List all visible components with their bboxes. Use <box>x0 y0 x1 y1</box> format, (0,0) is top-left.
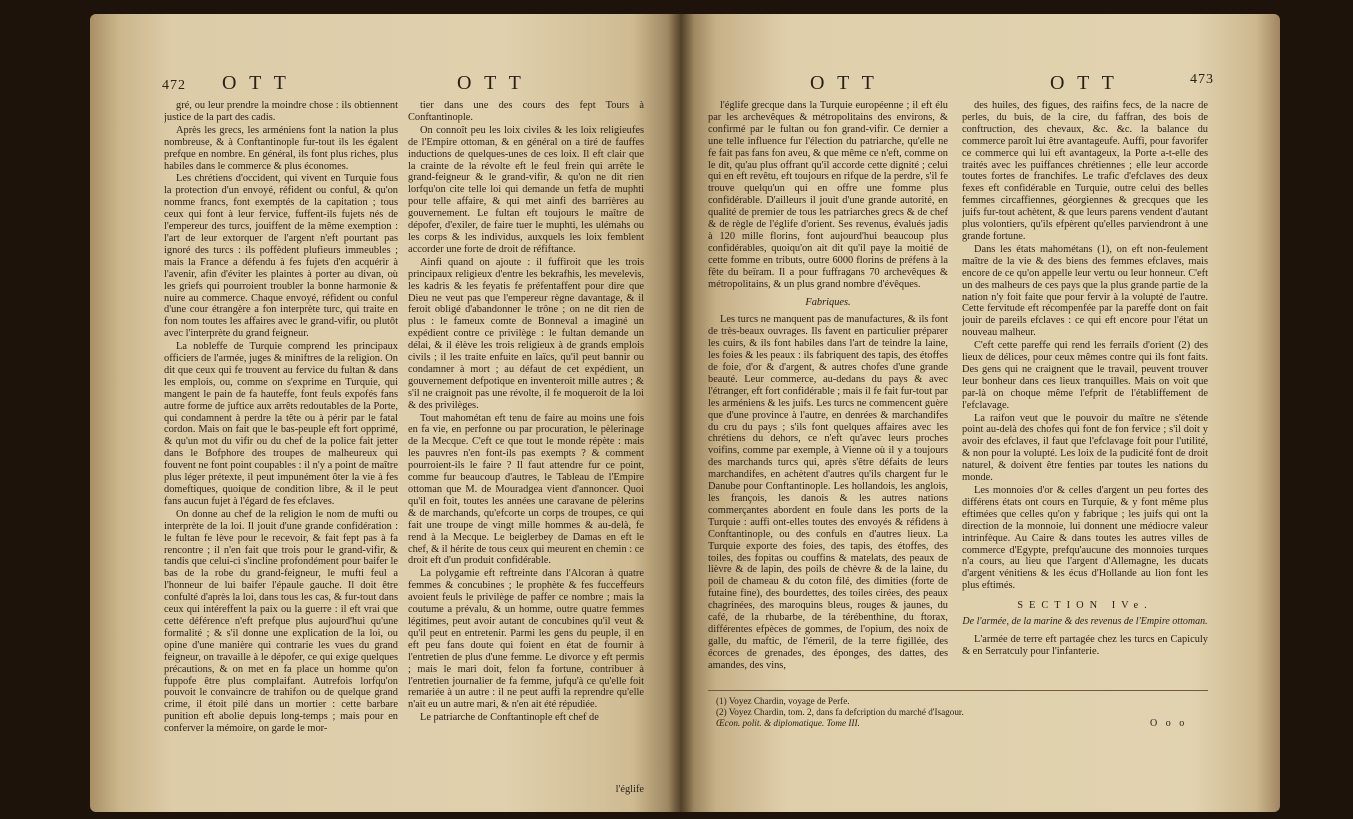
right-col2b-paragraph: L'armée de terre eft partagée chez les turcs en Capiculy & en Serratculy pour l'infanterie. <box>962 633 1208 657</box>
left-col1-paragraph: Après les grecs, les arméniens font la nation la plus nombreuse, & à Conftantinople fur-tout ils les égalent prefque en nombre. En général, ils font plus riches, plus habiles dans le commerce & plus économes. <box>164 124 398 172</box>
left-page <box>90 14 680 812</box>
left-col2-paragraph: Le patriarche de Conftantinople eft chef de <box>420 712 599 724</box>
right-running-title-2: O T T <box>1050 72 1118 94</box>
right-col2-paragraph: C'eft cette pareffe qui rend les ferrails d'orient (2) des lieux de délices, pour ceux mêmes contre qui ils font faits. Des gens qui ne craignent que le travail, peuvent trouver leur bonheur dans ces lieux tranquilles. Mais on voit que par-là on choque même l'efprit de l'établiffement de l'efclavage. <box>962 340 1208 411</box>
left-col2-paragraph: Ainfi quand on ajoute : il fuffiroit que les trois principaux religieux d'entre les bekrafhis, les mevelevis, les kadris & les feyatis fe préfentaffent pour dire que Dieu ne veut pas que l'empereur règne davantage, & il feroit obligé d'abandonner le trône ; on ne dit rien de plus : le fameux comte de Bonneval a imaginé un expédient contre ce privilège : le fultan demande un délai, & il élève les trois religieux à de grands emplois civils ; il les traite enfuite en laïcs, qu'il peut bannir ou condamner à mort ; au défaut de cet expédient, un gouvernement defpotique en inventeroit mille autres ; & s'il ne craignoit pas une révolte, il fe moqueroit de la loi & des privilèges. <box>408 256 644 411</box>
right-page <box>680 14 1280 812</box>
left-col1-paragraph: Les chrétiens d'occident, qui vivent en Turquie fous la protection d'un envoyé, réfident ou conful, & qu'on nomme francs, font exemptés de la capitation ; tous ceux qui font à leur fervice, fuffent-ils fujets nés de l'empereur des turcs, jouiffent de la même exemption : l'art de leur extorquer de l'argent n'eft pourtant pas ignoré des turcs : ils poffèdent plufieurs immeubles ; mais la France a défendu à fes fujets d'en acquérir à l'avenir, afin d'éviter les plaintes à porter au divan, où les griefs qui pourroient troubler la bonne harmonie & nuire au commerce. Chaque envoyé, réfident ou conful d'une cour étrangère a fon interprète turc, qui traite en fon nom toutes les affaires avec le grand-vifir, ou plutôt avec l'interprète du grand feigneur. <box>164 173 398 340</box>
left-col1-paragraph: gré, ou leur prendre la moindre chose : ils obtiennent justice de la part des cadis. <box>164 100 398 123</box>
open-book <box>90 14 1280 812</box>
right-running-head <box>710 72 1230 94</box>
right-col2-paragraph: Les monnoies d'or & celles d'argent un peu fortes des différens états ont cours en Turquie, & y font même plus eftimées que celles qu'on y fabrique ; les juifs qui ont la direction de la monnoie, lui donnent une médiocre valeur intrinfèque. Au Caire & dans toutes les autres villes de commerce d'Egypte, prefqu'aucune des monnoies turques n'a cours, au lieu que l'argent d'Allemagne, les ducats d'argent vénitiens & les écus d'Hollande au lion font les plus eftimés. <box>962 485 1208 592</box>
fabriques-heading: Fabriques. <box>805 296 851 308</box>
left-column-2 <box>408 100 644 780</box>
right-col2-paragraph: des huiles, des figues, des raifins fecs, de la nacre de perles, du buis, de la cire, du faffran, des bois de conftruction, des chevaux, &c. &c. la balance du commerce paroît lui être avantageufe. Auffi, pour favorifer ce commerce qui lui eft avantageux, la Porte a-t-elle des traités avec les puiffances chrétiennes ; elle leur accorde toutes fortes de franchifes. Le trafic d'efclaves des deux fexes eft confidérable en Turquie, outre celui des belles femmes circaffiennes, géorgiennes & grecques que les juifs fur-tout achètent, & que leurs parens vendent d'autant plus volontiers, qu'ils efpèrent qu'elles parviendront à une grande fortune. <box>962 100 1208 242</box>
right-col1-paragraph: l'églife grecque dans la Turquie européenne ; il eft élu par les archevêques & métropolitains des environs, & confirmé par le fultan ou fon grand-vifir. Ce dernier a une telle influence fur l'élection du patriarche, qu'elle ne fe fait pas fans fon aveu, & que même ce n'eft, comme on le dit, qu'au plus offrant qu'il accorde cette dignité ; celui qui en eft revêtu, eft toujours en rifque de la perdre, s'il fe trouve quelqu'un qui en offre une fomme plus confidérable. D'ailleurs il jouit d'une grande autorité, en qualité de premier de tous les patriarches grecs & de chef & de règle de l'églife d'orient. Ses revenus, évalués jadis à 120 mille florins, font aujourd'hui beaucoup plus confidérables, quoiqu'on ait dit qu'il paye la moitié de cette fomme en tributs, outre 6000 florins de préfens à la fête du beïram. Il a pour fuffragans 70 archevêques & métropolitains, & un plus grand nombre d'évêques. <box>708 100 948 290</box>
right-page-number: 473 <box>1190 72 1214 87</box>
right-running-title-1: O T T <box>810 72 878 94</box>
left-col2-paragraph: On connoît peu les loix civiles & les loix religieufes de l'Empire ottoman, & en général on a tiré de fauffes inductions de quelques-unes de ces loix. Il eft clair que la crainte de la révolte eft le feul frein qui arrête le grand-feigneur & le grand-vifir, & qu'on ne dit rien lorfqu'on cite telle loi qui demande un fetfa de muphti pour telle affaire, & qui met ainfi des barrières au gouvernement. Le fultan eft toujours le maître de dépofer, d'exiler, de faire tuer le muphti, les ulémahs ou les corps & les individus, auxquels les loix femblent accorder une forte de droit de réfiftance. <box>408 124 644 255</box>
left-column-1 <box>164 100 398 790</box>
left-col2-paragraph: tier dans une des cours des fept Tours à Conftantinople. <box>408 100 644 123</box>
left-running-head <box>162 72 632 94</box>
section-subtitle: De l'armée, de la marine & des revenus de l'Empire ottoman. <box>962 616 1208 628</box>
left-col1-paragraph: La nobleffe de Turquie comprend les principaux officiers de l'armée, juges & miniftres de la religion. On dit que ceux qui fe trouvent au fervice du fultan & dans les emplois, ou, comme on s'exprime en Turquie, qui mangent le pain de fa hauteffe, font feuls expofés fans autre forme de juftice aux arrêts redoutables de la Porte, qui condamnent à perdre la tête ou à périr par le fatal cordon. Mais on fait que le bas-peuple eft fort opprimé, & qu'un mot du vifir ou du chef de la police fait jetter dans le Bofphore des troupes de malheureux qui fouvent ne font point coupables : il n'y a point de maître plus léger prétexte, il peut impunément ôter la vie à fes domeftiques, quoique de condition libre, & il le peut fans aucun fujet à l'égard de fes efclaves. <box>164 341 398 507</box>
left-page-number: 472 <box>162 78 186 93</box>
footnote-rule <box>708 690 1208 691</box>
right-column-1 <box>708 100 948 680</box>
right-col1b-paragraph: Les turcs ne manquent pas de manufactures, & ils font de très-beaux ouvrages. Ils favent en particulier préparer les cuirs, & ils font habiles dans l'art de teindre la laine, les foies & les peaux : ils fabriquent des tapis, des étoffes de foie, d'or & d'argent, & autres chofes d'une grande beauté. Leur commerce, au-dedans du pays & avec l'étranger, eft fort confidérable ; mais il fe fait fur-tout par les arméniens & les juifs. Les turcs ne commencent guère que d'une province à l'autre, en denrées & marchandifes du cru du pays ; s'ils font quelques affaires avec les chrétiens du dehors, ce n'eft qu'avec leurs proches voifins, comme par exemple, à Vienne où il y a toujours des marchands turcs qui, après s'être défaits de leurs marchandifes, en achètent d'autres qu'ils chargent fur le Danube pour Conftantinople. Les hollandois, les anglois, les françois, les danois & les autres nations commerçantes abordent en foule dans les ports de la Turquie : auffi ont-elles toutes des envoyés & réfidens à Conftantinople, ou des confuls en d'autres lieux. La Turquie exporte des foies, des tapis, des étoffes, des toiles, des fopitas ou couffins & matelats, des peaux de lièvre & de lapin, des poils de chèvre & de la laine, du poil de chameau & du coton filé, des dimities (forte de futaine fine), des bourdettes, des toiles cirées, des peaux chagrinées, des maroquins bleus, rouges & jaunes, du café, de la rhubarbe, de la térébenthine, du ftorax, différentes efpèces de gommes, de l'opium, des noix de galle, du maftic, de l'émeril, de la terre figillée, des écorces de grenades, des éponges, des dattes, des amandes, des vins, <box>708 314 948 671</box>
footnote-2: (2) Voyez Chardin, tom. 2, dans fa defcription du marché d'Isagour. <box>716 707 964 717</box>
right-col2-paragraph: Dans les états mahométans (1), on eft non-feulement maître de la vie & des biens des femmes efclaves, mais encore de ce qu'on appelle leur vertu ou leur honneur. C'eft un des malheurs de ces pays que la plus grande partie de la nation n'y foit faite que pour fervir à la volupté de l'autre. Cette fervitude eft récompenfée par la pareffe dont on fait jouir de pareils efclaves : ce qui eft encore pour l'état un nouveau malheur. <box>962 243 1208 339</box>
left-col2-paragraph: La polygamie eft reftreinte dans l'Alcoran à quatre femmes & concubines ; le prophète & fes fucceffeurs avoient feuls le privilège de paffer ce nombre ; mais la coutume a prévalu, & un homme, outre quatre femmes légitimes, peut avoir autant de concubines qu'il veut & qu'il peut en entretenir. Parmi les gens du peuple, il en eft peu fans doute qui foient en état de fournir à l'entretien de plus d'une femme. Le divorce y eft permis ; mais le mari doit, felon fa fortune, contribuer à l'entretien journalier de fa femme, jufqu'à ce qu'elle foit remariée à un autre : il ne peut auffi la reprendre qu'elle n'ait eu un autre mari, & n'en ait été répudiée. <box>408 568 644 711</box>
right-column-2 <box>962 100 1208 680</box>
signature-mark: O o o <box>1150 718 1188 729</box>
left-running-title-1: O T T <box>222 72 290 94</box>
footnotes <box>716 696 1206 729</box>
left-catchword-wrap <box>408 784 644 798</box>
footer-imprint: Œcon. polit. & diplomatique. Tome III. <box>716 718 860 728</box>
left-running-title-2: O T T <box>457 72 525 94</box>
left-col1-paragraph: On donne au chef de la religion le nom de mufti ou interprète de la loi. Il jouit d'une grande confidération : le fultan fe lève pour le recevoir, & fait fept pas à fa rencontre ; il n'en fait que trois pour le grand-vifir, & tandis que celui-ci s'incline profondément pour baifer le bas de la robe du grand-feigneur, le mufti feul a l'honneur de lui baifer l'épaule gauche. Il doit être confulté d'après la loi, dans tous les cas, & fur-tout dans ceux qui intéreffent la paix ou la guerre : il eft vrai que cette déférence n'eft prefque plus aujourd'hui qu'une formalité ; & s'il donne une explication de la loi, ou opine d'une manière qui contrarie les vues du grand feigneur, on travaille à le dépofer, ce qui exige quelques précautions, & on met en fa place un homme qu'on fuppofe être plus complaifant. Autrefois lorfqu'on pouvoit le convaincre de trahifon ou de quelque grand crime, il étoit pilé dans un mortier : cette barbare punition eft abolie depuis long-temps ; mais pour en conferver la mémoire, on garde le mor- <box>164 508 398 735</box>
footnote-1: (1) Voyez Chardin, voyage de Perfe. <box>716 696 850 706</box>
left-catchword: l'églife <box>615 784 644 795</box>
right-col2-paragraph: La raifon veut que le pouvoir du maître ne s'étende point au-delà des chofes qui font de fon fervice ; s'il doit y avoir des efclaves, il faut que l'efclavage foit pour l'utilité, & non pour la volupté. Les loix de la pudicité font de droit naturel, & doivent être fenties par toutes les nations du monde. <box>962 412 1208 484</box>
section-title: SECTION IVe. <box>1017 600 1153 612</box>
left-col2-paragraph: Tout mahométan eft tenu de faire au moins une fois en fa vie, en perfonne ou par procuration, le pèlerinage de la Mecque. C'eft ce que tout le monde répète : mais les pauvres n'en font-ils pas exempts ? & comment pourroient-ils le faire ? Il faut attendre fur ce point, comme fur beaucoup d'autres, le Tableau de l'Empire ottoman que M. de Mouradgea vient d'annoncer. Quoi qu'il en foit, toutes les années une caravane de pèlerins & de marchands, qu'efcorte un corps de troupes, ce qui fait une troupe de vingt mille hommes & au-delà, fe rend à la Mecque. Le beiglerbey de Damas en eft le chef, & il hérite de tous ceux qui meurent en chemin : ce droit eft d'un produit confidérable. <box>408 412 644 567</box>
